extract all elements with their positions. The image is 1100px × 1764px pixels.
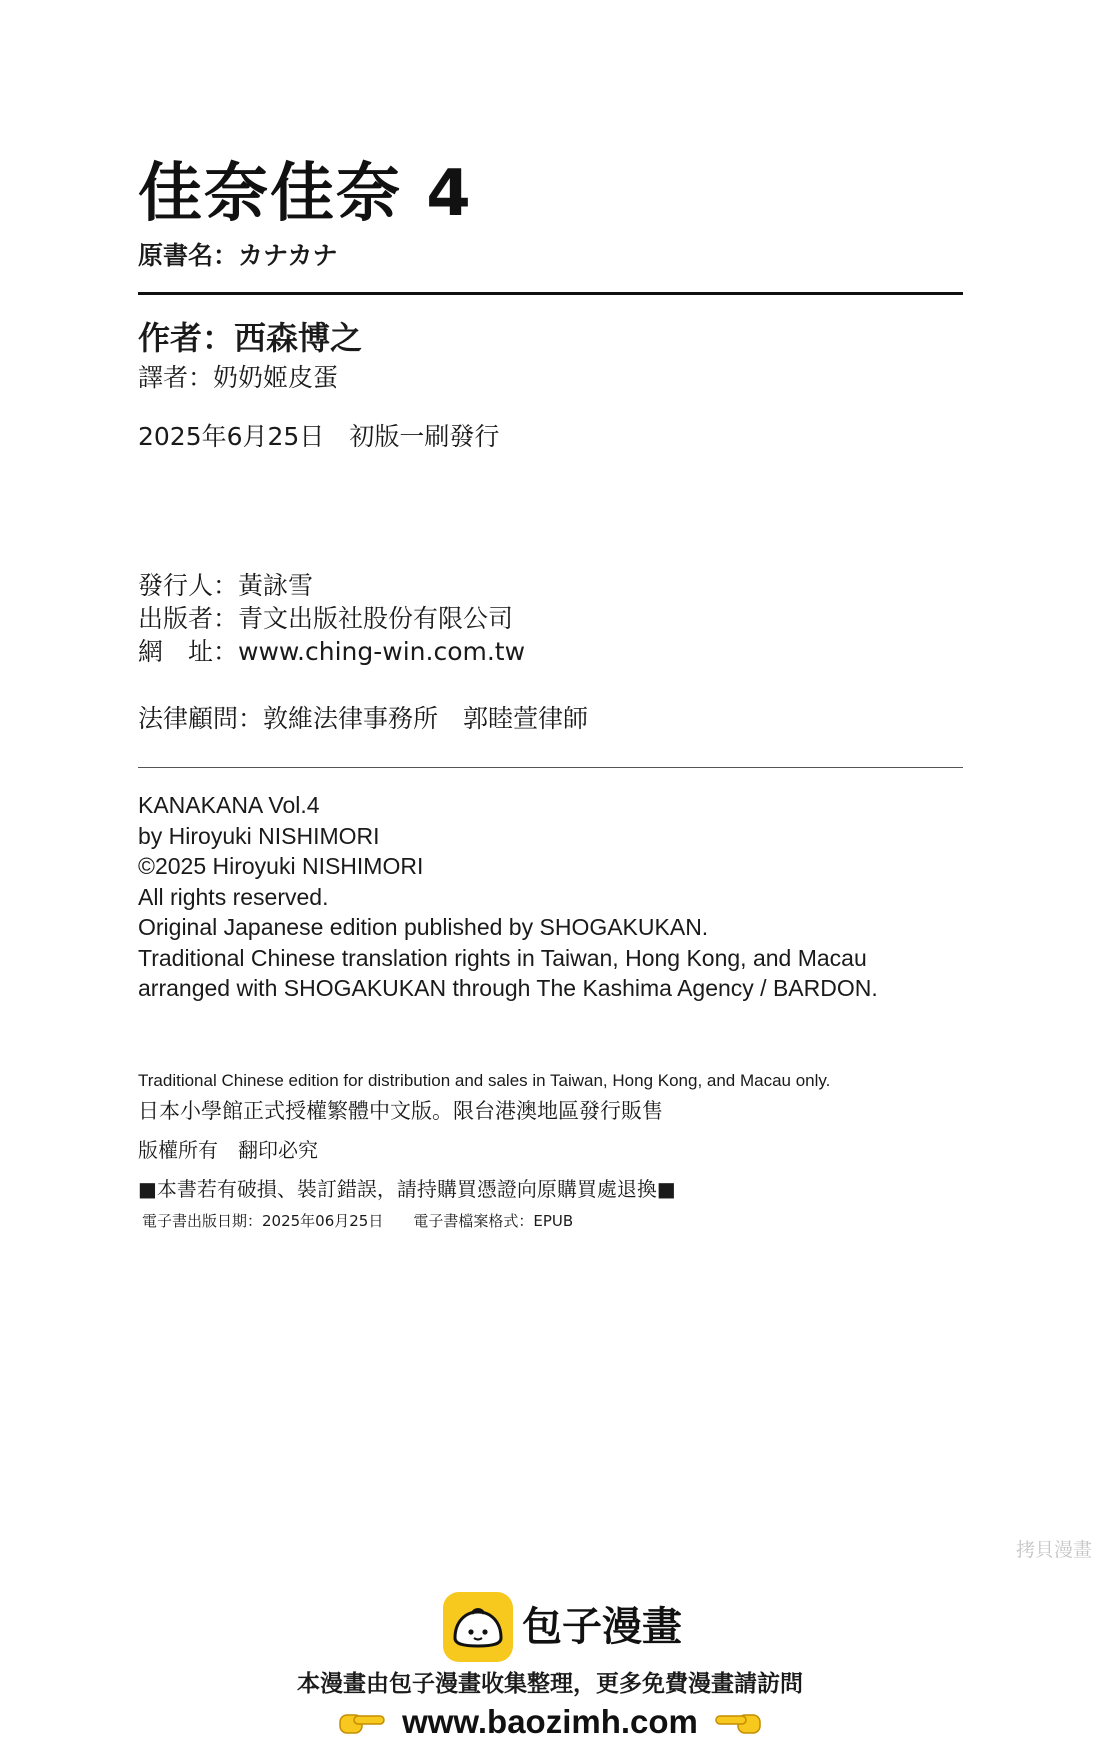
site-url-link[interactable]: www.baozimh.com (402, 1703, 698, 1740)
distribution-english: Traditional Chinese edition for distribution and sales in Taiwan, Hong Kong, and Macau only. (138, 1071, 831, 1090)
rights-line: KANAKANA Vol.4 (138, 792, 320, 818)
publisher: 出版者：青文出版社股份有限公司 (138, 604, 514, 633)
website: 網 址：www.ching-win.com.tw (138, 637, 526, 666)
promo-text: 本漫畫由包子漫畫收集整理，更多免費漫畫請訪問 (297, 1671, 803, 1697)
pointing-right-hand-icon (338, 1707, 386, 1737)
rights-block (138, 790, 878, 1004)
author: 作者：西森博之 (138, 319, 363, 357)
rights-line: by Hiroyuki NISHIMORI (138, 822, 380, 849)
rights-divider (138, 767, 963, 768)
damage-notice: ■本書若有破損、裝訂錯誤，請持購買憑證向原購買處退換■ (138, 1177, 676, 1201)
pointing-left-hand-icon (714, 1707, 762, 1737)
translator: 譯者：奶奶姬皮蛋 (138, 363, 339, 392)
rights-line: arranged with SHOGAKUKAN through The Kashima Agency / BARDON. (138, 975, 878, 1001)
rights-line: Original Japanese edition published by SHOGAKUKAN. (138, 914, 709, 940)
distribution-chinese: 日本小學館正式授權繁體中文版。限台港澳地區發行販售 (138, 1099, 663, 1123)
title-divider (138, 292, 963, 295)
promo-url-row (0, 1702, 1100, 1742)
publisher-info (138, 569, 525, 668)
original-title: 原書名：カナカナ (138, 241, 338, 270)
rights-line: Traditional Chinese translation rights in Taiwan, Hong Kong, and Macau (138, 944, 867, 971)
baozi-logo-icon (443, 1592, 513, 1662)
release-date: 2025年6月25日 初版一刷發行 (138, 422, 500, 451)
legal-advisor: 法律顧問：敦維法律事務所 郭睦萱律師 (138, 704, 589, 733)
rights-line: All rights reserved. (138, 883, 329, 910)
copyright-notice: 版權所有 翻印必究 (138, 1138, 318, 1162)
ebook-format: 電子書檔案格式：EPUB (413, 1212, 574, 1230)
ebook-date: 電子書出版日期：2025年06月25日 (142, 1212, 384, 1230)
brand-name: 包子漫畫 (522, 1604, 682, 1650)
ebook-info (142, 1210, 573, 1232)
issuer: 發行人：黃詠雪 (138, 571, 314, 600)
watermark: 拷貝漫畫 (1015, 1539, 1092, 1561)
book-title: 佳奈佳奈 4 (138, 157, 473, 231)
rights-line: ©2025 Hiroyuki NISHIMORI (138, 853, 424, 879)
